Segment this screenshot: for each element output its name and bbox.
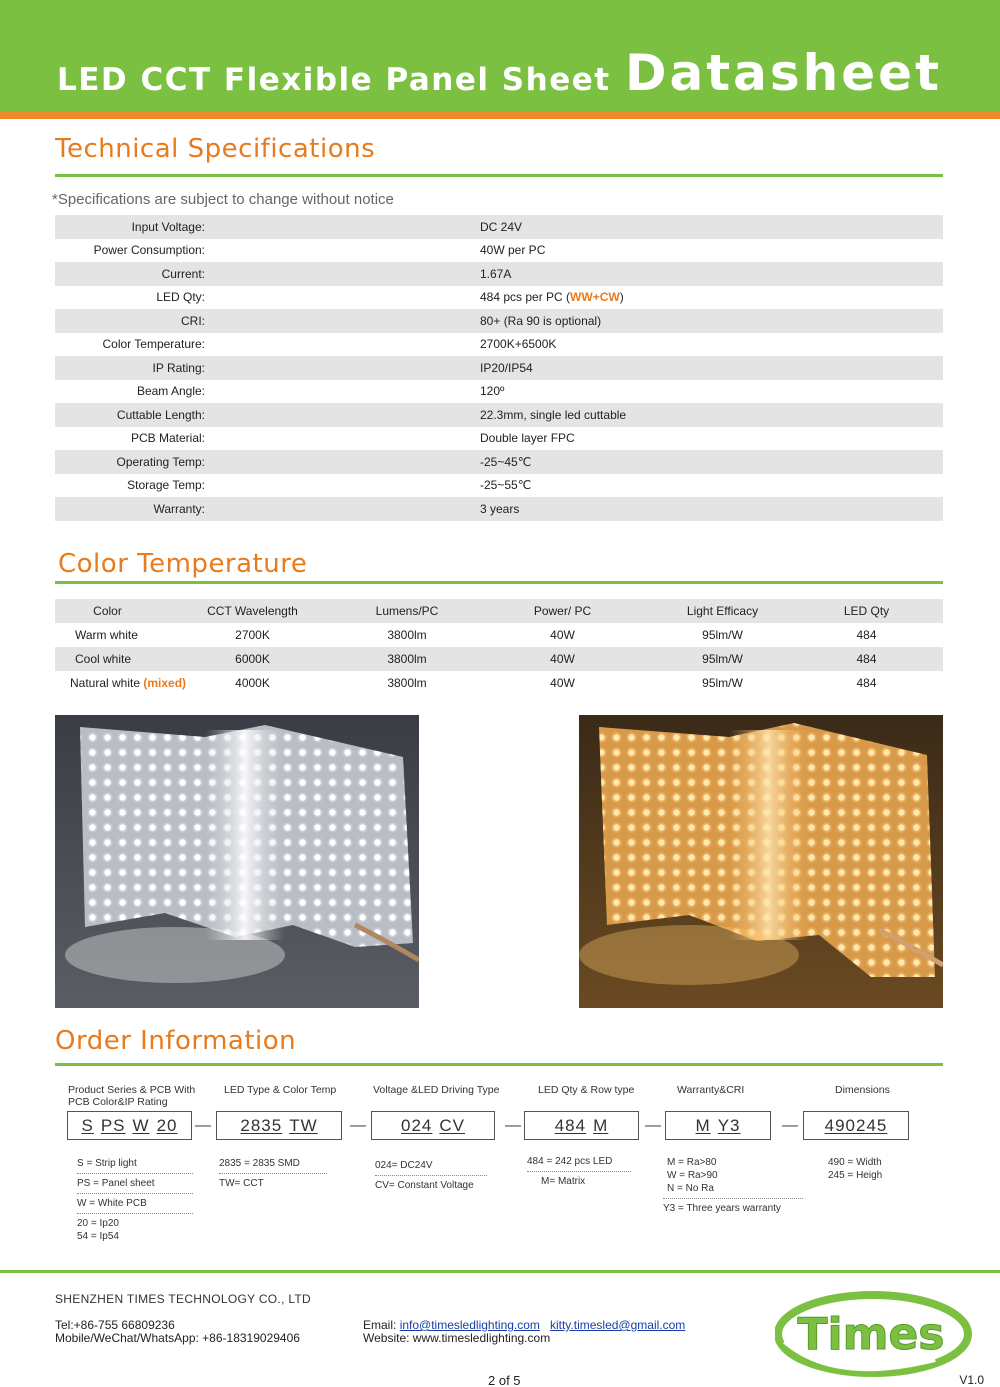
spec-label: Input Voltage: — [131, 219, 205, 234]
legend-item: S = Strip light — [77, 1158, 137, 1169]
spec-value-suffix: ) — [619, 290, 624, 305]
spec-label: LED Qty: — [156, 290, 205, 305]
spec-value: 120º — [480, 384, 505, 399]
spec-label: Operating Temp: — [116, 454, 205, 469]
spec-label: Storage Temp: — [127, 478, 205, 493]
column-header: LED Qty — [843, 604, 890, 618]
spec-row — [55, 333, 943, 357]
legend-series — [77, 1157, 193, 1243]
table-row — [55, 623, 943, 647]
table-cell — [55, 671, 186, 695]
spec-row — [55, 356, 943, 380]
code-separator: — — [645, 1117, 661, 1134]
legend-item: M= Matrix — [527, 1171, 631, 1188]
spec-value: 3 years — [480, 501, 520, 516]
spec-value: -25~45℃ — [480, 454, 532, 469]
legend-led-type — [219, 1157, 327, 1190]
code-part: M — [593, 1115, 609, 1135]
legend-item: Y3 = Three years warranty — [663, 1198, 803, 1215]
email-link-info[interactable]: info@timesledlighting.com — [399, 1318, 540, 1332]
footer-rule — [0, 1270, 1000, 1273]
table-cell: 484 — [856, 676, 877, 690]
table-cell: Warm white — [75, 628, 138, 642]
code-separator: — — [195, 1117, 211, 1134]
order-label-warranty: Warranty&CRI — [677, 1084, 745, 1096]
table-cell: 40W — [550, 652, 575, 666]
spec-row — [55, 403, 943, 427]
warm-white-panel-photo — [579, 715, 943, 1008]
spec-value: 40W per PC — [480, 243, 546, 258]
spec-label: Current: — [161, 266, 205, 281]
contact-phone-block — [55, 1319, 300, 1345]
legend-item: 490 = Width — [828, 1157, 882, 1168]
spec-label: Warranty: — [153, 501, 205, 516]
order-code-qty — [524, 1111, 639, 1140]
legend-item: 484 = 242 pcs LED — [527, 1156, 613, 1167]
table-cell: 40W — [550, 676, 575, 690]
spec-row — [55, 239, 943, 263]
order-label-series: Product Series & PCB With PCB Color&IP Rating — [68, 1084, 196, 1108]
email-label: Email: — [363, 1318, 400, 1332]
code-part: 484 — [554, 1115, 587, 1135]
spec-value-accent: WW+CW — [570, 290, 620, 305]
column-header: Lumens/PC — [375, 604, 439, 618]
order-code-voltage — [371, 1111, 495, 1140]
spec-value: DC 24V — [480, 219, 523, 234]
order-label-voltage: Voltage &LED Driving Type — [373, 1084, 500, 1096]
spec-table — [55, 215, 943, 521]
legend-item: 024= DC24V — [375, 1160, 433, 1171]
order-code-series — [67, 1111, 192, 1140]
tech-spec-title: Technical Specifications — [55, 134, 376, 164]
spec-row — [55, 497, 943, 521]
spec-row — [55, 309, 943, 333]
column-header: Power/ PC — [533, 604, 592, 618]
color-temp-rule — [55, 581, 943, 584]
code-part: 20 — [156, 1115, 178, 1135]
order-label-led-type: LED Type & Color Temp — [224, 1084, 337, 1096]
color-temp-title: Color Temperature — [58, 549, 308, 579]
spec-value: -25~55℃ — [480, 478, 532, 493]
spec-label: Color Temperature: — [102, 337, 205, 352]
code-part: Y3 — [717, 1115, 741, 1135]
website-line: Website: www.timesledlighting.com — [363, 1331, 551, 1345]
spec-row — [55, 380, 943, 404]
legend-item: 20 = Ip20 — [77, 1213, 193, 1230]
spec-row — [55, 215, 943, 239]
legend-warranty — [663, 1156, 781, 1215]
legend-item: 245 = Heigh — [828, 1170, 883, 1181]
table-row — [55, 671, 943, 695]
spec-label: Beam Angle: — [136, 384, 205, 399]
times-logo-icon — [775, 1289, 975, 1379]
spec-row — [55, 286, 943, 310]
document-title: LED CCT Flexible Panel Sheet — [57, 62, 611, 98]
spec-note: *Specifications are subject to change without notice — [52, 191, 394, 208]
table-cell: 95lm/W — [702, 676, 743, 690]
version-label: V1.0 — [959, 1373, 984, 1387]
spec-row — [55, 474, 943, 498]
company-name: SHENZHEN TIMES TECHNOLOGY CO., LTD — [55, 1292, 312, 1306]
legend-item: CV= Constant Voltage — [375, 1175, 487, 1192]
tech-spec-rule — [55, 174, 943, 177]
color-temp-table — [55, 599, 943, 695]
legend-item: W = Ra>90 — [667, 1170, 718, 1181]
contact-web-block — [363, 1319, 685, 1345]
table-cell: 40W — [550, 628, 575, 642]
datasheet-label: Datasheet — [625, 44, 942, 102]
mobile-number: Mobile/WeChat/WhatsApp: +86-18319029406 — [55, 1331, 300, 1345]
order-label-qty: LED Qty & Row type — [538, 1084, 635, 1096]
table-cell: 95lm/W — [702, 628, 743, 642]
spec-value: 2700K+6500K — [480, 337, 557, 352]
spec-value: IP20/IP54 — [480, 360, 533, 375]
spec-label: Cuttable Length: — [116, 407, 205, 422]
table-cell: 6000K — [235, 652, 270, 666]
spec-label: CRI: — [181, 313, 205, 328]
legend-item: PS = Panel sheet — [77, 1173, 193, 1190]
spec-value: Double layer FPC — [480, 431, 575, 446]
code-part: PS — [100, 1115, 126, 1135]
order-code-warranty — [665, 1111, 771, 1140]
spec-value: 1.67A — [480, 266, 512, 281]
code-separator: — — [350, 1117, 366, 1134]
table-cell: 484 — [856, 628, 877, 642]
cool-white-panel-photo — [55, 715, 419, 1008]
code-part: W — [132, 1115, 150, 1135]
times-logo — [775, 1289, 975, 1379]
table-cell: Cool white — [75, 652, 132, 666]
spec-row — [55, 262, 943, 286]
spec-value-text: 484 pcs per PC ( — [480, 290, 571, 305]
spec-label: IP Rating: — [152, 360, 205, 375]
logo-text: Times — [797, 1309, 945, 1360]
table-cell: 4000K — [235, 676, 270, 690]
legend-item: W = White PCB — [77, 1193, 193, 1210]
code-separator: — — [505, 1117, 521, 1134]
spec-label: Power Consumption: — [93, 243, 205, 258]
code-part: CV — [439, 1115, 465, 1135]
table-header-row — [55, 599, 943, 623]
legend-item: 54 = Ip54 — [77, 1231, 119, 1242]
email-link-kitty[interactable]: kitty.timesled@gmail.com — [549, 1318, 686, 1332]
table-cell: 484 — [856, 652, 877, 666]
order-info-rule — [55, 1063, 943, 1066]
legend-qty — [527, 1155, 631, 1188]
code-part: S — [81, 1115, 94, 1135]
code-separator: — — [782, 1117, 798, 1134]
spec-row — [55, 427, 943, 451]
table-cell: 95lm/W — [702, 652, 743, 666]
code-part: 490245 — [824, 1115, 888, 1135]
spec-value — [480, 290, 624, 304]
code-part: TW — [289, 1115, 318, 1135]
legend-voltage — [375, 1159, 487, 1192]
warm-white-panel-image — [579, 715, 943, 1008]
order-code-led-type — [216, 1111, 342, 1140]
table-row — [55, 647, 943, 671]
column-header: Color — [93, 604, 122, 618]
cool-white-panel-image — [55, 715, 419, 1008]
legend-item: M = Ra>80 — [667, 1157, 717, 1168]
table-cell: 3800lm — [387, 628, 427, 642]
spec-value: 22.3mm, single led cuttable — [480, 407, 627, 422]
column-header: CCT Wavelength — [207, 604, 298, 618]
spec-value: 80+ (Ra 90 is optional) — [480, 313, 602, 328]
order-label-dimensions: Dimensions — [835, 1084, 890, 1096]
legend-item: 2835 = 2835 SMD — [219, 1158, 300, 1169]
table-cell: 3800lm — [387, 652, 427, 666]
code-part: 024 — [401, 1115, 433, 1135]
table-cell: 3800lm — [387, 676, 427, 690]
legend-item: N = No Ra — [667, 1183, 714, 1194]
legend-dimensions — [828, 1156, 918, 1182]
spec-row — [55, 450, 943, 474]
table-cell: 2700K — [235, 628, 270, 642]
spec-label: PCB Material: — [130, 431, 205, 446]
header-banner — [0, 0, 1000, 112]
column-header: Light Efficacy — [686, 604, 759, 618]
legend-item: TW= CCT — [219, 1173, 327, 1190]
order-code-dimensions — [803, 1111, 909, 1140]
phone-number: Tel:+86-755 66809236 — [55, 1318, 175, 1332]
mixed-accent: (mixed) — [143, 676, 187, 690]
code-part: 2835 — [240, 1115, 283, 1135]
page-number: 2 of 5 — [488, 1373, 521, 1387]
order-info-title: Order Information — [55, 1026, 297, 1056]
code-part: M — [695, 1115, 711, 1135]
color-name: Natural white — [70, 676, 144, 690]
header-orange-stripe — [0, 112, 1000, 119]
